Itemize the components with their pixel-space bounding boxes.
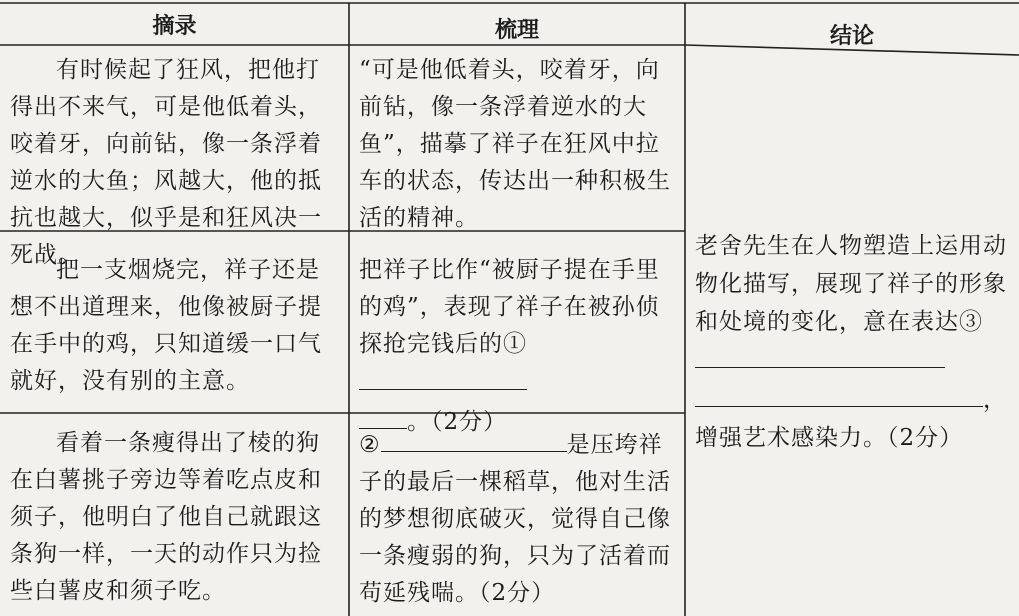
- excerpt-row-2: 把一支烟烧完，祥子还是想不出道理来，他像被厨子提在手中的鸡，只知道缓一口气就好，没有别的主意。: [10, 257, 322, 394]
- analysis-row-1: “可是他低着头，咬着牙，向前钻，像一条浮着逆水的大鱼”，描摹了祥子在狂风中拉车的状态，传达出一种积极生活的精神。: [359, 57, 671, 231]
- conclusion-score: 增强艺术感染力。（2分）: [695, 425, 964, 451]
- analysis-row-3-text: 是压垮祥子的最后一棵稻草，他对生活的梦想彻底破灭，觉得自己像一条瘦弱的狗，只为了活着而苟延残喘。（2分）: [359, 432, 671, 606]
- analysis-row-2-score: 。（2分）: [407, 409, 508, 435]
- conclusion-comma: ，: [983, 387, 1007, 413]
- conclusion-cell: [685, 227, 1019, 457]
- analysis-row-3: [349, 425, 685, 612]
- conclusion-text: 老舍先生在人物塑造上运用动物化描写，展现了祥子的形象和处境的变化，意在表达③: [695, 233, 1007, 335]
- answer-blank-1[interactable]: [359, 363, 527, 390]
- excerpt-row-1: 有时候起了狂风，把他打得出不来气，可是他低着头，咬着牙，向前钻，像一条浮着逆水的大鱼；风越大，他的抵抗也越大，似乎是和狂风决一死战。: [10, 57, 322, 268]
- header-analysis: 梳理: [494, 18, 539, 43]
- answer-blank-3-continued[interactable]: [695, 380, 983, 407]
- analysis-row-2-text: 把祥子比作“被厨子提在手里的鸡”，表现了祥子在被孙侦探抢完钱后的①: [359, 257, 660, 357]
- header-conclusion: 结论: [829, 24, 874, 49]
- blank-2-marker: ②: [359, 432, 381, 458]
- excerpt-row-3: 看着一条瘦得出了棱的狗在白薯挑子旁边等着吃点皮和须子，他明白了他自己就跟这条狗一样，一天的动作只为捡些白薯皮和须子吃。: [10, 430, 322, 604]
- answer-blank-2[interactable]: [381, 425, 567, 452]
- analysis-row-2: [349, 252, 685, 441]
- answer-blank-3[interactable]: [695, 341, 945, 368]
- header-excerpt: 摘录: [152, 14, 197, 39]
